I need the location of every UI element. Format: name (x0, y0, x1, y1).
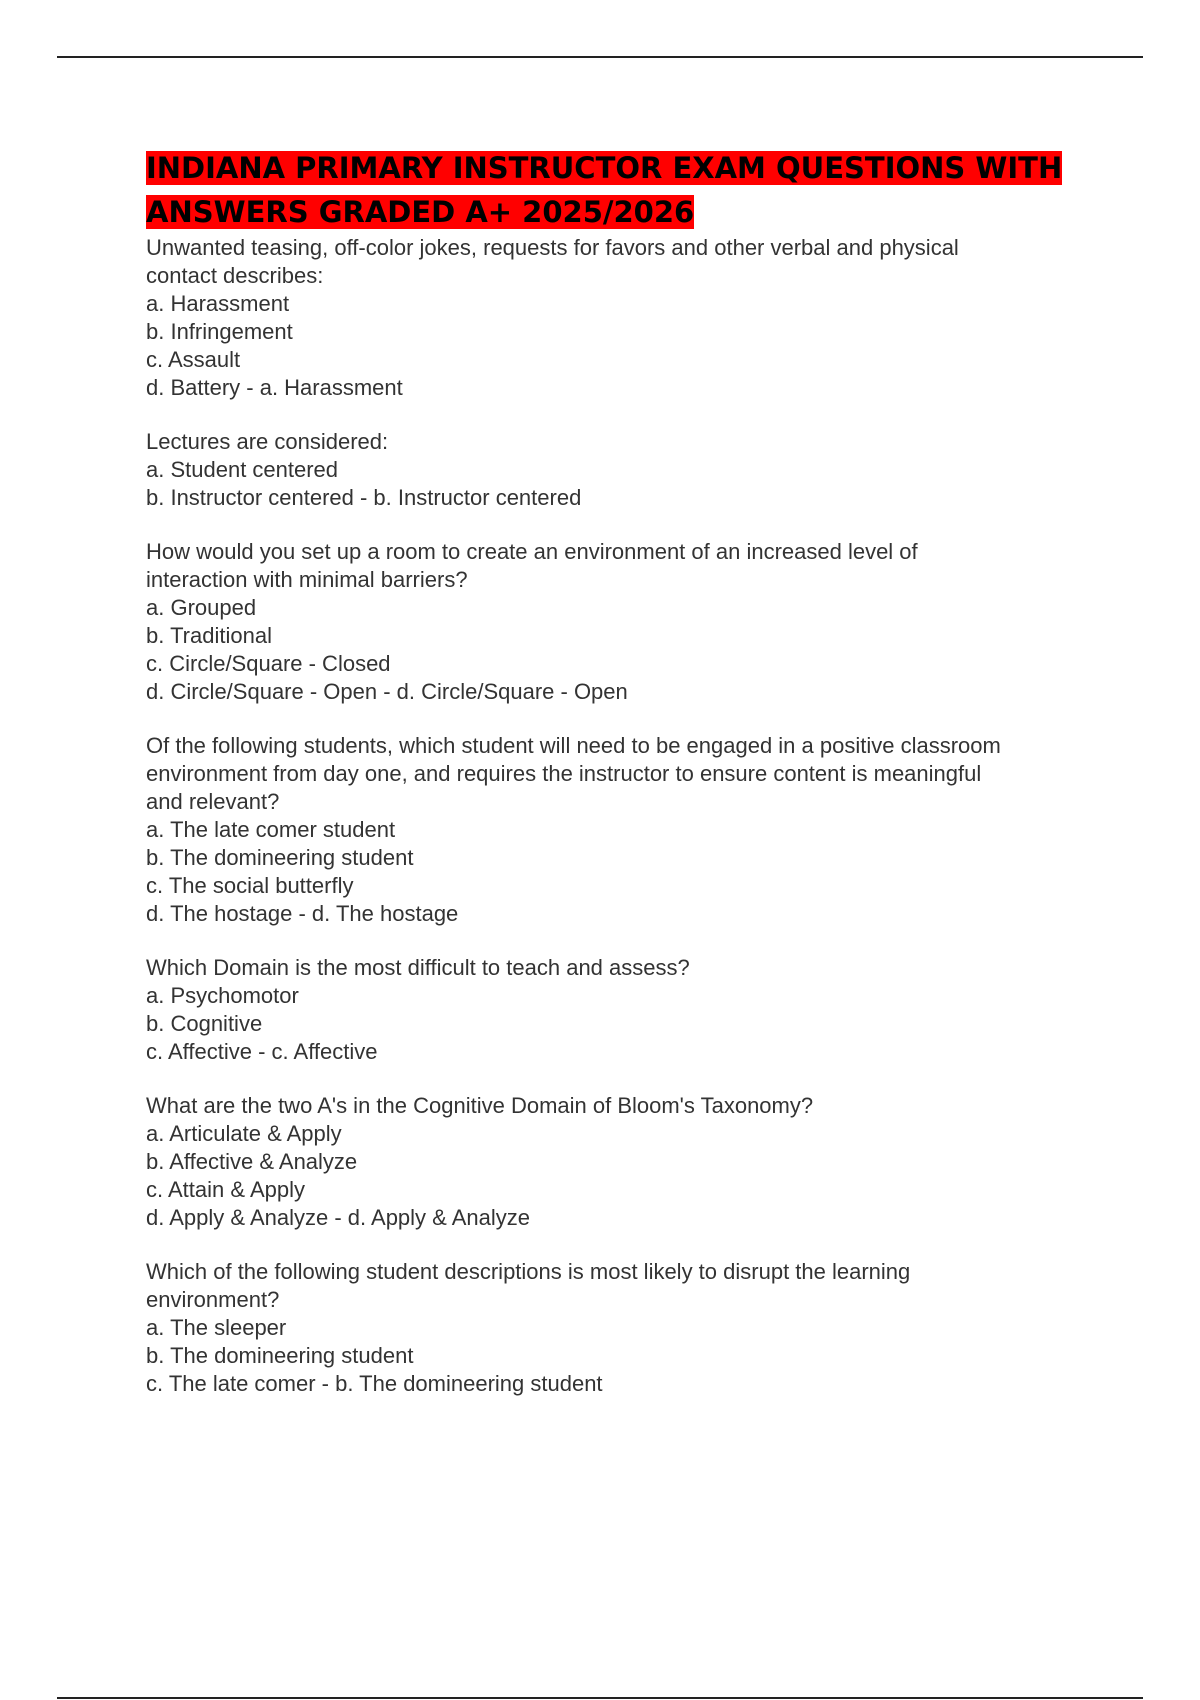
title-line-1: INDIANA PRIMARY INSTRUCTOR EXAM QUESTIONS WITH (146, 151, 1063, 185)
answer-option: c. Assault (146, 347, 241, 372)
question-text: Which Domain is the most difficult to teach and assess? (146, 955, 690, 980)
question-text: and relevant? (146, 789, 280, 814)
question-text: Which of the following student descriptions is most likely to disrupt the learning (146, 1259, 911, 1284)
answer-option: a. Student centered (146, 457, 339, 482)
answer-option: a. The sleeper (146, 1315, 287, 1340)
answer-option: b. Cognitive (146, 1011, 263, 1036)
question-text: contact describes: (146, 263, 324, 288)
answer-option: b. Instructor centered - b. Instructor centered (146, 485, 582, 510)
answer-option: a. Grouped (146, 595, 257, 620)
answer-option: b. Infringement (146, 319, 293, 344)
answer-option: a. Harassment (146, 291, 290, 316)
document-body (146, 146, 1096, 1424)
bottom-rule (57, 1697, 1143, 1699)
top-rule (57, 56, 1143, 58)
question-block-6 (146, 1092, 1096, 1232)
answer-option: c. The late comer - b. The domineering student (146, 1371, 603, 1396)
question-block-2 (146, 428, 1096, 512)
answer-option: c. The social butterfly (146, 873, 354, 898)
question-text: environment? (146, 1287, 280, 1312)
question-text: environment from day one, and requires the instructor to ensure content is meaningful (146, 761, 982, 786)
answer-option: d. Circle/Square - Open - d. Circle/Square - Open (146, 679, 628, 704)
question-block-1 (146, 234, 1096, 402)
answer-option: b. The domineering student (146, 1343, 414, 1368)
document-title (146, 146, 1096, 234)
question-text: Unwanted teasing, off-color jokes, requests for favors and other verbal and physical (146, 235, 959, 260)
answer-option: b. Affective & Analyze (146, 1149, 358, 1174)
question-block-4 (146, 732, 1096, 928)
answer-option: c. Affective - c. Affective (146, 1039, 378, 1064)
answer-option: c. Attain & Apply (146, 1177, 305, 1202)
answer-option: d. The hostage - d. The hostage (146, 901, 459, 926)
question-block-7 (146, 1258, 1096, 1398)
question-text: Lectures are considered: (146, 429, 389, 454)
answer-option: d. Apply & Analyze - d. Apply & Analyze (146, 1205, 531, 1230)
question-text: interaction with minimal barriers? (146, 567, 468, 592)
answer-option: a. The late comer student (146, 817, 396, 842)
answer-option: c. Circle/Square - Closed (146, 651, 391, 676)
answer-option: b. The domineering student (146, 845, 414, 870)
question-block-5 (146, 954, 1096, 1066)
answer-option: d. Battery - a. Harassment (146, 375, 403, 400)
question-block-3 (146, 538, 1096, 706)
question-text: Of the following students, which student will need to be engaged in a positive classroom (146, 733, 1001, 758)
question-text: What are the two A's in the Cognitive Domain of Bloom's Taxonomy? (146, 1093, 814, 1118)
title-line-2: ANSWERS GRADED A+ 2025/2026 (146, 195, 695, 229)
answer-option: a. Articulate & Apply (146, 1121, 342, 1146)
answer-option: a. Psychomotor (146, 983, 299, 1008)
question-text: How would you set up a room to create an environment of an increased level of (146, 539, 918, 564)
answer-option: b. Traditional (146, 623, 272, 648)
